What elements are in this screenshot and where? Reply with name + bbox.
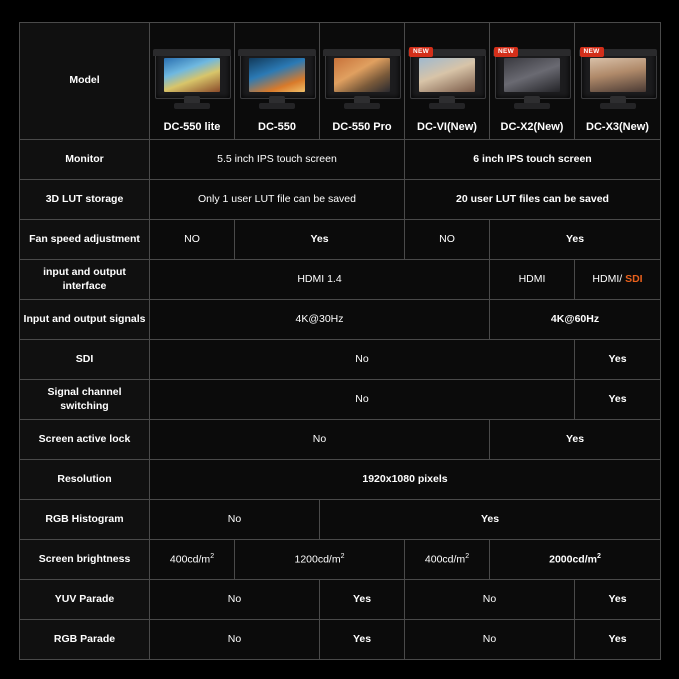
cell-sdi-1: No <box>150 340 575 380</box>
cell-bright-2: $1200cd/m^2$ <box>235 540 405 580</box>
table-row-model <box>20 23 661 140</box>
cell-yuv-4: Yes <box>575 580 661 620</box>
row-header-signal-channel-switching: Signal channel switching <box>20 380 150 420</box>
model-name: DC-X2(New) <box>500 121 564 134</box>
row-header-screen-active-lock: Screen active lock <box>20 420 150 460</box>
cell-bright-1: $400cd/m^2$ <box>150 540 235 580</box>
model-name: DC-550 Pro <box>332 121 392 134</box>
cell-sdi-2: Yes <box>575 340 661 380</box>
table-row-resolution <box>20 460 661 500</box>
product-cell-dc550[interactable] <box>235 23 320 140</box>
cell-scs-1: No <box>150 380 575 420</box>
cell-io-2: HDMI <box>490 260 575 300</box>
cell-rgbp-2: Yes <box>320 620 405 660</box>
row-header-fan-speed: Fan speed adjustment <box>20 220 150 260</box>
product-cell-dcvi[interactable] <box>405 23 490 140</box>
row-header-model: Model <box>20 23 150 140</box>
table-row-monitor <box>20 140 661 180</box>
cell-hist-1: No <box>150 500 320 540</box>
cell-rgbp-4: Yes <box>575 620 661 660</box>
cell-bright-3: $400cd/m^2$ <box>405 540 490 580</box>
cell-signals-1: 4K@30Hz <box>150 300 490 340</box>
model-name: DC-VI(New) <box>417 121 477 134</box>
cell-sal-2: Yes <box>490 420 661 460</box>
io-hdmi-sdi-label: HDMI/ SDI <box>592 272 643 285</box>
cell-fan-2: Yes <box>235 220 405 260</box>
table-row-sdi <box>20 340 661 380</box>
table-row-screen-brightness <box>20 540 661 580</box>
cell-lut-right: 20 user LUT files can be saved <box>405 180 661 220</box>
row-header-rgb-histogram: RGB Histogram <box>20 500 150 540</box>
model-name: DC-550 lite <box>163 121 221 134</box>
table-row-io-signals <box>20 300 661 340</box>
cell-fan-3: NO <box>405 220 490 260</box>
cell-io-1: HDMI 1.4 <box>150 260 490 300</box>
new-badge: NEW <box>409 47 433 57</box>
row-header-io-interface: input and output interface <box>20 260 150 300</box>
model-name: DC-X3(New) <box>586 121 649 134</box>
table-row-yuv-parade <box>20 580 661 620</box>
row-header-io-signals: Input and output signals <box>20 300 150 340</box>
cell-sal-1: No <box>150 420 490 460</box>
table-row-screen-active-lock <box>20 420 661 460</box>
row-header-monitor: Monitor <box>20 140 150 180</box>
row-header-screen-brightness: Screen brightness <box>20 540 150 580</box>
monitor-image-dcx2 <box>492 49 572 111</box>
table-row-io-interface <box>20 260 661 300</box>
cell-fan-1: NO <box>150 220 235 260</box>
cell-hist-2: Yes <box>320 500 661 540</box>
cell-resolution: 1920x1080 pixels <box>150 460 661 500</box>
product-cell-dcx3[interactable] <box>575 23 661 140</box>
table-row-fan-speed <box>20 220 661 260</box>
cell-lut-left: Only 1 user LUT file can be saved <box>150 180 405 220</box>
cell-scs-2: Yes <box>575 380 661 420</box>
cell-signals-2: 4K@60Hz <box>490 300 661 340</box>
model-name: DC-550 <box>258 121 296 134</box>
cell-yuv-2: Yes <box>320 580 405 620</box>
product-cell-dc550pro[interactable] <box>320 23 405 140</box>
product-comparison-table <box>19 22 661 660</box>
cell-monitor-left: 5.5 inch IPS touch screen <box>150 140 405 180</box>
product-cell-dc550lite[interactable] <box>150 23 235 140</box>
cell-io-3 <box>575 260 661 300</box>
new-badge: NEW <box>494 47 518 57</box>
row-header-lut-storage: 3D LUT storage <box>20 180 150 220</box>
monitor-image-dc550lite <box>152 49 232 111</box>
table-row-signal-channel-switching <box>20 380 661 420</box>
cell-rgbp-3: No <box>405 620 575 660</box>
row-header-yuv-parade: YUV Parade <box>20 580 150 620</box>
cell-fan-4: Yes <box>490 220 661 260</box>
product-cell-dcx2[interactable] <box>490 23 575 140</box>
new-badge: NEW <box>580 47 604 57</box>
cell-bright-4: $2000cd/m^2$ <box>490 540 661 580</box>
monitor-image-dcx3 <box>578 49 658 111</box>
table-row-rgb-parade <box>20 620 661 660</box>
row-header-rgb-parade: RGB Parade <box>20 620 150 660</box>
cell-monitor-right: 6 inch IPS touch screen <box>405 140 661 180</box>
monitor-image-dc550pro <box>322 49 402 111</box>
cell-rgbp-1: No <box>150 620 320 660</box>
monitor-image-dcvi <box>407 49 487 111</box>
cell-yuv-3: No <box>405 580 575 620</box>
cell-yuv-1: No <box>150 580 320 620</box>
table-row-rgb-histogram <box>20 500 661 540</box>
row-header-resolution: Resolution <box>20 460 150 500</box>
table-row-lut-storage <box>20 180 661 220</box>
monitor-image-dc550 <box>237 49 317 111</box>
row-header-sdi: SDI <box>20 340 150 380</box>
